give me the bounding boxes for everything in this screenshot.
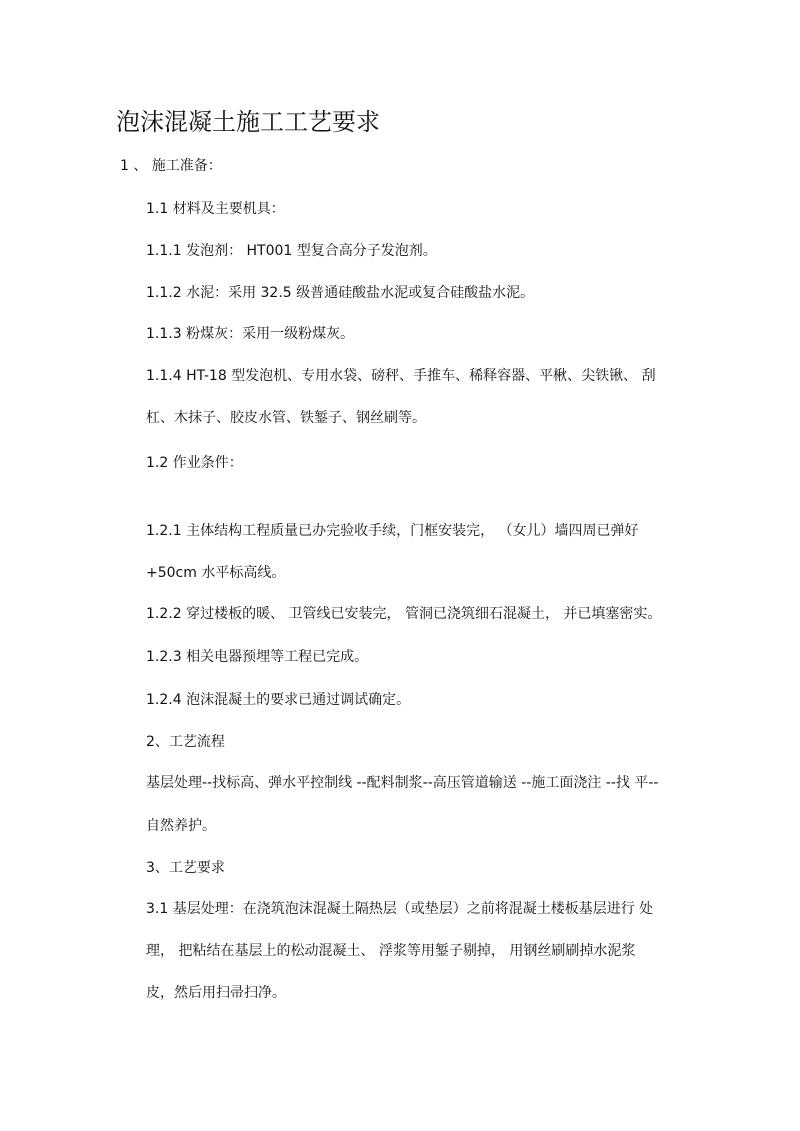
item-1-2-2: 1.2.2 穿过楼板的暖、 卫管线已安装完， 管洞已浇筑细石混凝土， 并已填塞密实。 [146,606,662,622]
item-1-1-3: 1.1.3 粉煤灰：采用一级粉煤灰。 [146,326,355,342]
item-1-2-4: 1.2.4 泡沫混凝土的要求已通过调试确定。 [146,692,411,708]
process-flow-line-1: 基层处理--找标高、弹水平控制线 --配料制浆--高压管道输送 --施工面浇注 --找 平-- [146,775,659,791]
item-3-1-line-3: 皮，然后用扫帚扫净。 [146,985,286,1001]
item-3-1-line-1: 3.1 基层处理：在浇筑泡沫混凝土隔热层（或垫层）之前将混凝土楼板基层进行 处 [146,901,654,917]
subsection-1-2-heading: 1.2 作业条件： [146,455,243,471]
process-flow-line-2: 自然养护。 [146,818,216,834]
document-title: 泡沫混凝土施工工艺要求 [116,108,380,136]
item-1-2-1-continued: +50cm 水平标高线。 [146,565,286,581]
item-1-1-4-continued: 杠、木抹子、胶皮水管、铁錾子、钢丝刷等。 [146,410,426,426]
item-1-2-1: 1.2.1 主体结构工程质量已办完验收手续，门框安装完， （女儿）墙四周已弹好 [146,523,639,539]
item-1-2-3: 1.2.3 相关电器预埋等工程已完成。 [146,649,369,665]
section-1-heading: 1 、 施工准备： [120,158,222,174]
item-1-1-4: 1.1.4 HT-18 型发泡机、专用水袋、磅秤、手推车、稀释容器、平楸、尖铁锹、 刮 [146,368,656,384]
item-3-1-line-2: 理， 把粘结在基层上的松动混凝土、 浮浆等用錾子剔掉， 用钢丝刷刷掉水泥浆 [146,943,636,959]
section-2-heading: 2、工艺流程 [146,734,225,750]
item-1-1-1: 1.1.1 发泡剂： HT001 型复合高分子发泡剂。 [146,243,437,259]
subsection-1-1-heading: 1.1 材料及主要机具： [146,201,285,217]
section-3-heading: 3、工艺要求 [146,860,225,876]
item-1-1-2: 1.1.2 水泥：采用 32.5 级普通硅酸盐水泥或复合硅酸盐水泥。 [146,285,535,301]
